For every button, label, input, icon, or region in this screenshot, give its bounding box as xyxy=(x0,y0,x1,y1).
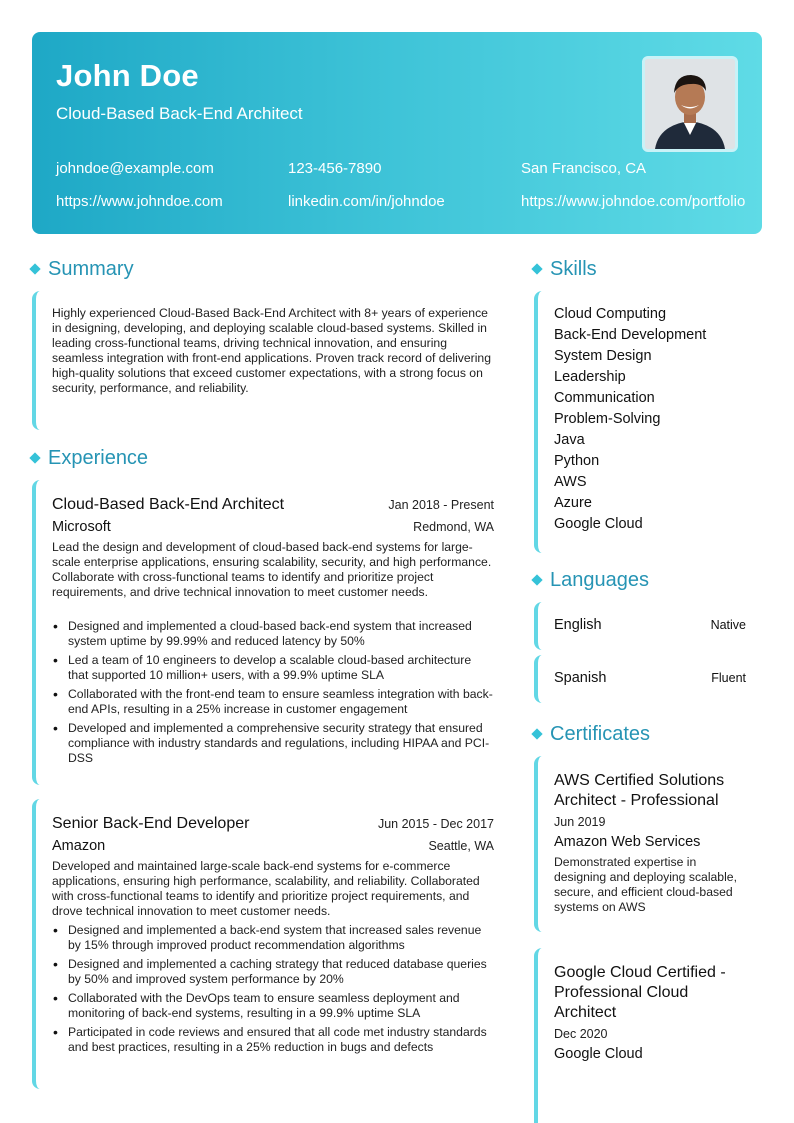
job-title: Senior Back-End Developer xyxy=(52,815,250,832)
skills-heading: Skills xyxy=(533,258,597,281)
skill-item: Problem-Solving xyxy=(554,411,661,427)
location-text: San Francisco, CA xyxy=(521,160,647,177)
skill-item: System Design xyxy=(554,348,652,364)
certificate-date: Dec 2020 xyxy=(554,1027,608,1041)
language-name: Spanish xyxy=(554,670,607,686)
job-achievements xyxy=(52,619,494,770)
skill-item: Leadership xyxy=(554,369,626,385)
summary-heading: Summary xyxy=(31,258,134,281)
linkedin-link[interactable]: linkedin.com/in/johndoe xyxy=(288,193,445,210)
skill-item: Google Cloud xyxy=(554,516,643,532)
website-link[interactable]: https://www.johndoe.com xyxy=(56,193,223,210)
diamond-icon xyxy=(29,452,40,463)
skill-item: Java xyxy=(554,432,585,448)
certificate-name: Google Cloud Certified - Professional Cloud Architect xyxy=(554,964,726,1021)
certificate-issuer: Amazon Web Services xyxy=(554,834,701,850)
phone-number[interactable]: 123-456-7890 xyxy=(288,160,382,177)
achievement-item: • Designed and implemented a caching strategy that reduced database queries by 50% and improved system performance by 20% xyxy=(52,957,494,987)
skill-item: Azure xyxy=(554,495,592,511)
job-achievements xyxy=(52,923,494,1059)
resume-header xyxy=(32,32,762,234)
job-dates: Jun 2015 - Dec 2017 xyxy=(377,817,494,831)
job-company: Microsoft xyxy=(52,519,111,535)
summary-text: Highly experienced Cloud-Based Back-End Architect with 8+ years of experience in designing, developing, and deploying scalable cloud-based systems. Skilled in leading cross-functional teams, driving technical innovation, and ensuring seamless integration with front-end applications. Proven track record of delivering high-quality solutions that exceed customer expectations, with a strong focus on security, performance, and reliability. xyxy=(52,306,491,395)
job-description: Developed and maintained large-scale back-end systems for e-commerce applications, ensuring high performance, scalability, and reliability. Collaborated with cross-functional teams to identify and prioritize project requirements, and drove technical innovation to meet customer needs. xyxy=(52,859,480,918)
experience-heading: Experience xyxy=(31,447,148,470)
achievement-item: • Designed and implemented a back-end system that increased sales revenue by 15% through improved product recommendation algorithms xyxy=(52,923,494,953)
job-company: Amazon xyxy=(52,838,106,854)
skill-item: Python xyxy=(554,453,600,469)
job-dates: Jan 2018 - Present xyxy=(388,498,494,512)
certificate-date: Jun 2019 xyxy=(554,815,606,829)
achievement-item: • Participated in code reviews and ensured that all code met industry standards and best practices, resulting in a 25% reduction in bugs and defects xyxy=(52,1025,494,1055)
diamond-icon xyxy=(531,263,542,274)
achievement-item: • Developed and implemented a comprehensive security strategy that ensured compliance with industry standards and regulations, including HIPAA and PCI-DSS xyxy=(52,721,494,766)
job-location: Redmond, WA xyxy=(413,520,494,534)
certificate-description: Demonstrated expertise in designing and deploying scalable, secure, and efficient cloud-based systems on AWS xyxy=(554,855,737,914)
certificates-heading: Certificates xyxy=(533,723,650,746)
certificate-issuer: Google Cloud xyxy=(554,1046,643,1062)
skill-item: AWS xyxy=(554,474,587,490)
job-title: Cloud-Based Back-End Architect xyxy=(52,496,285,513)
achievement-item: • Collaborated with the DevOps team to ensure seamless deployment and monitoring of back-end systems, resulting in a 99.9% uptime SLA xyxy=(52,991,494,1021)
diamond-icon xyxy=(29,263,40,274)
skill-item: Cloud Computing xyxy=(554,306,667,322)
skill-item: Back-End Development xyxy=(554,327,707,343)
profile-photo-image xyxy=(645,59,735,149)
language-level: Fluent xyxy=(711,671,746,685)
job-location: Seattle, WA xyxy=(428,839,494,853)
job-description: Lead the design and development of cloud-based back-end systems for large-scale enterprise applications, ensuring scalability, security, and high performance. Collaborate with cross-functional teams to identify and prioritize project requirements, and drive technical innovation to meet customer needs. xyxy=(52,540,492,599)
diamond-icon xyxy=(531,728,542,739)
candidate-title: Cloud-Based Back-End Architect xyxy=(56,104,303,123)
profile-photo xyxy=(642,56,738,152)
languages-heading: Languages xyxy=(533,569,649,592)
diamond-icon xyxy=(531,574,542,585)
candidate-name: John Doe xyxy=(56,58,199,93)
portfolio-link[interactable]: https://www.johndoe.com/portfolio xyxy=(521,193,746,210)
skill-item: Communication xyxy=(554,390,655,406)
language-level: Native xyxy=(710,618,746,632)
achievement-item: • Led a team of 10 engineers to develop a scalable cloud-based architecture that supported 10 million+ users, with a 99.9% uptime SLA xyxy=(52,653,494,683)
achievement-item: • Collaborated with the front-end team to ensure seamless integration with back-end APIs, resulting in a 25% increase in customer engagement xyxy=(52,687,494,717)
achievement-item: • Designed and implemented a cloud-based back-end system that increased system uptime by 99.99% and reduced latency by 50% xyxy=(52,619,494,649)
email-link[interactable]: johndoe@example.com xyxy=(56,160,214,177)
language-name: English xyxy=(554,617,602,633)
certificate-name: AWS Certified Solutions Architect - Professional xyxy=(554,772,725,809)
skills-list xyxy=(554,304,706,535)
